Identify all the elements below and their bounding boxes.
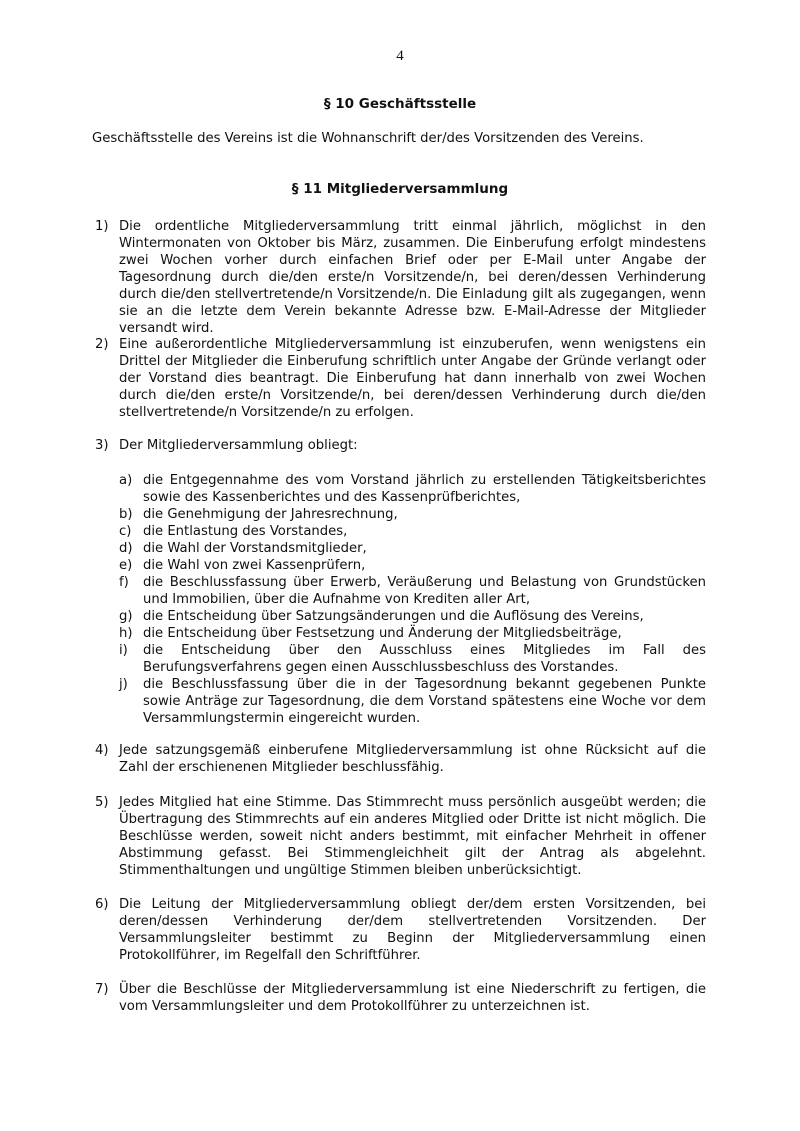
list-item-1	[95, 218, 706, 337]
sub-item-letter: f)	[119, 575, 129, 590]
list-item-text: Jedes Mitglied hat eine Stimme. Das Stimmrecht muss persönlich ausgeübt werden; die Übertragung des Stimmrechts auf ein anderes Mitglied oder Dritte ist nicht möglich. Die Beschlüsse werden, soweit nicht anders bestimmt, mit einfacher Mehrheit in offener Abstimmung gefasst. Bei Stimmengleichheit gilt der Antrag als abgelehnt. Stimmenthaltungen und ungültige Stimmen bleiben unberücksichtigt.	[119, 795, 706, 878]
list-item-number: 5)	[95, 795, 109, 810]
list-item-number: 7)	[95, 982, 109, 997]
page-number: 4	[396, 48, 404, 64]
sub-item-letter: h)	[119, 626, 133, 641]
list-item-number: 3)	[95, 438, 109, 453]
list-item-number: 4)	[95, 743, 109, 758]
sub-item-text: die Entgegennahme des vom Vorstand jährlich zu erstellenden Tätigkeitsberichtes sowie des Kassenberichtes und des Kassenprüfberichtes,	[143, 473, 706, 505]
sub-item-text: die Beschlussfassung über die in der Tagesordnung bekannt gegebenen Punkte sowie Anträge zur Tagesordnung, die dem Vorstand spätestens eine Woche vor dem Versammlungstermin eingereicht wurden.	[143, 677, 706, 726]
sub-item-letter: c)	[119, 524, 132, 539]
sub-item-a	[119, 472, 706, 506]
sub-item-j	[119, 676, 706, 727]
sub-item-b	[119, 506, 706, 523]
list-item-number: 1)	[95, 219, 109, 234]
sub-item-d	[119, 540, 706, 557]
section-10-heading: § 10 Geschäftsstelle	[323, 96, 477, 112]
sub-item-text: die Entscheidung über Satzungsänderungen und die Auflösung des Vereins,	[143, 609, 644, 624]
list-item-2	[95, 336, 706, 421]
list-item-text: Die Leitung der Mitgliederversammlung obliegt der/dem ersten Vorsitzenden, bei deren/dessen Verhinderung der/dem stellvertretenden Vorsitzenden. Der Versammlungsleiter bestimmt zu Beginn der Mitgliederversammlung einen Protokollführer, im Regelfall den Schriftführer.	[119, 897, 706, 963]
section-11-heading: § 11 Mitgliederversammlung	[291, 181, 509, 197]
sub-item-text: die Wahl von zwei Kassenprüfern,	[143, 558, 366, 573]
sub-item-g	[119, 608, 706, 625]
sub-item-letter: i)	[119, 643, 128, 658]
sub-item-i	[119, 642, 706, 676]
sub-item-c	[119, 523, 706, 540]
sub-item-e	[119, 557, 706, 574]
section-10-text: Geschäftsstelle des Vereins ist die Wohnanschrift der/des Vorsitzenden des Vereins.	[92, 131, 644, 146]
list-item-5	[95, 794, 706, 879]
sub-item-letter: b)	[119, 507, 133, 522]
sub-item-h	[119, 625, 706, 642]
list-item-text: Jede satzungsgemäß einberufene Mitgliederversammlung ist ohne Rücksicht auf die Zahl der erschienenen Mitglieder beschlussfähig.	[119, 743, 706, 775]
list-item-6	[95, 896, 706, 964]
sub-item-text: die Wahl der Vorstandsmitglieder,	[143, 541, 367, 556]
list-item-text: Der Mitgliederversammlung obliegt:	[119, 438, 358, 453]
sub-item-text: die Entlastung des Vorstandes,	[143, 524, 348, 539]
list-item-number: 6)	[95, 897, 109, 912]
sub-item-letter: a)	[119, 473, 133, 488]
list-item-text: Über die Beschlüsse der Mitgliederversammlung ist eine Niederschrift zu fertigen, die vom Versammlungsleiter und dem Protokollführer zu unterzeichnen ist.	[119, 982, 706, 1014]
sub-item-letter: e)	[119, 558, 133, 573]
sub-item-text: die Genehmigung der Jahresrechnung,	[143, 507, 398, 522]
sub-item-letter: g)	[119, 609, 133, 624]
sub-item-text: die Entscheidung über Festsetzung und Änderung der Mitgliedsbeiträge,	[143, 626, 622, 641]
sub-item-letter: j)	[119, 677, 128, 692]
list-item-number: 2)	[95, 337, 109, 352]
sub-list	[119, 472, 706, 727]
list-item-7	[95, 981, 706, 1015]
list-item-text: Die ordentliche Mitgliederversammlung tritt einmal jährlich, möglichst in den Wintermonaten von Oktober bis März, zusammen. Die Einberufung erfolgt mindestens zwei Wochen vorher durch einfachen Brief oder per E-Mail unter Angabe der Tagesordnung durch die/den erste/n Vorsitzende/n, bei deren/dessen Verhinderung durch die/den stellvertretende/n Vorsitzende/n. Die Einladung gilt als zugegangen, wenn sie an die letzte dem Verein bekannte Adresse bzw. E-Mail-Adresse der Mitglieder versandt wird.	[119, 219, 706, 336]
list-item-3	[95, 437, 706, 454]
sub-item-text: die Entscheidung über den Ausschluss eines Mitgliedes im Fall des Berufungsverfahrens gegen einen Ausschlussbeschluss des Vorstandes.	[143, 643, 706, 675]
list-item-4	[95, 742, 706, 776]
list-item-text: Eine außerordentliche Mitgliederversammlung ist einzuberufen, wenn wenigstens ein Drittel der Mitglieder die Einberufung schriftlich unter Angabe der Gründe verlangt oder der Vorstand dies beantragt. Die Einberufung hat dann innerhalb von zwei Wochen durch die/den erste/n Vorsitzende/n, bei deren/dessen Verhinderung durch die/den stellvertretende/n Vorsitzende/n zu erfolgen.	[119, 337, 706, 420]
sub-item-f	[119, 574, 706, 608]
sub-item-letter: d)	[119, 541, 133, 556]
sub-item-text: die Beschlussfassung über Erwerb, Veräußerung und Belastung von Grundstücken und Immobilien, über die Aufnahme von Krediten aller Art,	[143, 575, 706, 607]
